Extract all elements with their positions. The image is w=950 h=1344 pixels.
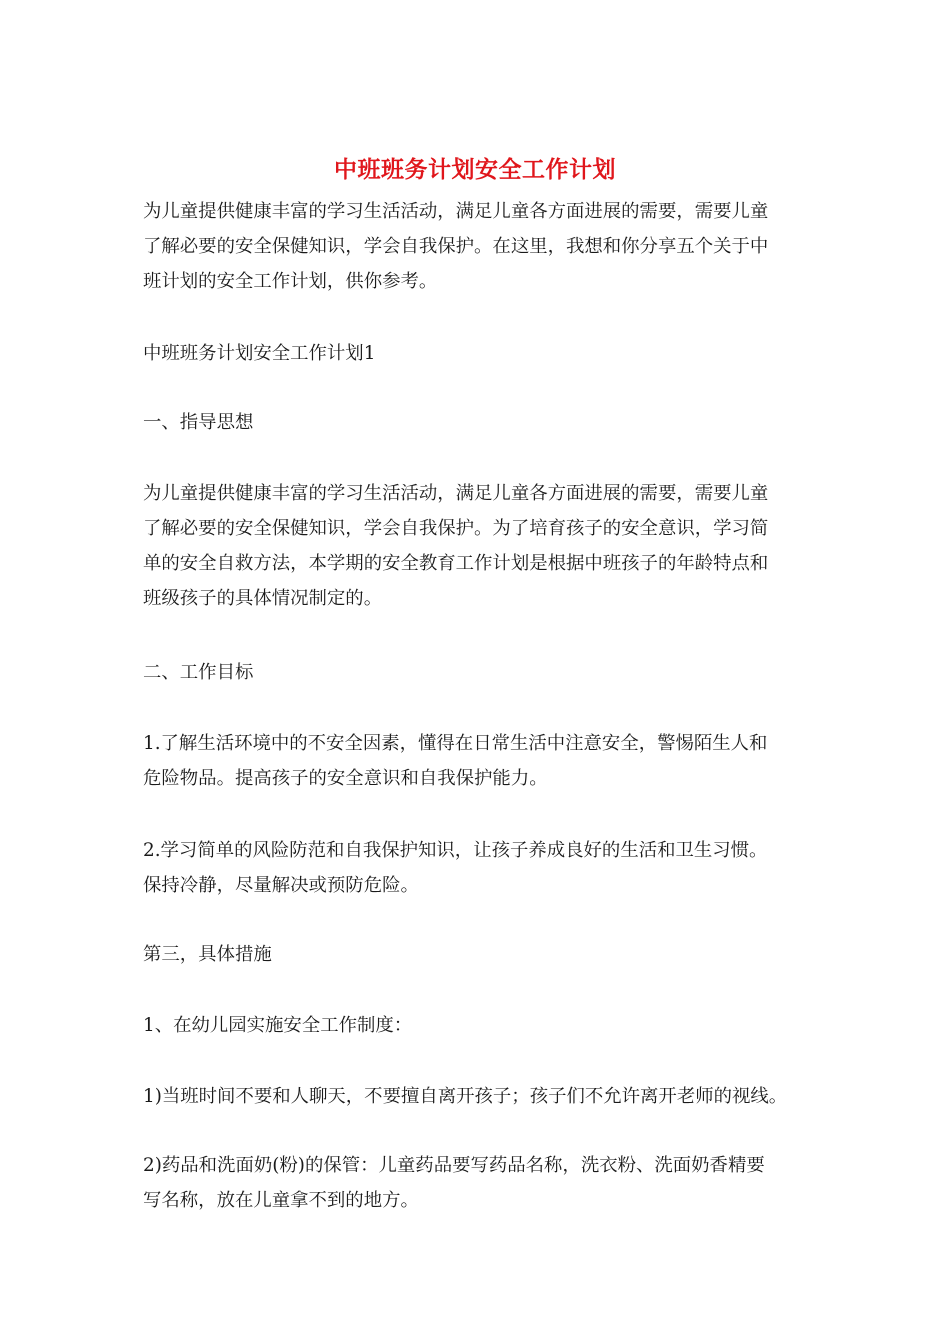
text-line: 一、指导思想 bbox=[143, 412, 254, 433]
text-line: 1、在幼儿园实施安全工作制度： bbox=[143, 1015, 413, 1036]
goal-1-paragraph bbox=[143, 726, 813, 796]
measure-1-item-1 bbox=[143, 1079, 813, 1114]
text-line: 1.了解生活环境中的不安全因素，懂得在日常生活中注意安全，警惕陌生人和 bbox=[143, 733, 768, 754]
text-line: 1)当班时间不要和人聊天，不要擅自离开孩子；孩子们不允许离开老师的视线。 bbox=[143, 1086, 788, 1107]
guiding-ideology-paragraph bbox=[143, 476, 813, 616]
text-line: 为儿童提供健康丰富的学习生活活动，满足儿童各方面进展的需要，需要儿童 bbox=[143, 201, 769, 222]
text-line: 2)药品和洗面奶(粉)的保管：儿童药品要写药品名称，洗衣粉、洗面奶香精要 bbox=[143, 1155, 765, 1176]
section-heading-plan-1 bbox=[143, 336, 813, 371]
text-line: 单的安全自救方法，本学期的安全教育工作计划是根据中班孩子的年龄特点和 bbox=[143, 553, 769, 574]
text-line: 危险物品。提高孩子的安全意识和自我保护能力。 bbox=[143, 768, 548, 789]
text-line: 了解必要的安全保健知识，学会自我保护。为了培育孩子的安全意识，学习简 bbox=[143, 518, 769, 539]
text-line: 班计划的安全工作计划，供你参考。 bbox=[143, 271, 438, 292]
text-line: 了解必要的安全保健知识，学会自我保护。在这里，我想和你分享五个关于中 bbox=[143, 236, 769, 257]
document-title: 中班班务计划安全工作计划 bbox=[334, 156, 616, 183]
text-line: 中班班务计划安全工作计划1 bbox=[143, 343, 376, 364]
measure-1-item-2 bbox=[143, 1148, 813, 1218]
section-heading-work-goals bbox=[143, 655, 813, 690]
text-line: 第三，具体措施 bbox=[143, 944, 272, 965]
section-heading-specific-measures bbox=[143, 937, 813, 972]
goal-2-paragraph bbox=[143, 833, 813, 903]
text-line: 保持冷静，尽量解决或预防危险。 bbox=[143, 875, 419, 896]
text-line: 二、工作目标 bbox=[143, 662, 254, 683]
section-heading-guiding-ideology bbox=[143, 405, 813, 440]
text-line: 为儿童提供健康丰富的学习生活活动，满足儿童各方面进展的需要，需要儿童 bbox=[143, 483, 769, 504]
text-line: 班级孩子的具体情况制定的。 bbox=[143, 588, 383, 609]
measure-1-heading bbox=[143, 1008, 813, 1043]
text-line: 写名称，放在儿童拿不到的地方。 bbox=[143, 1190, 419, 1211]
text-line: 2.学习简单的风险防范和自我保护知识，让孩子养成良好的生活和卫生习惯。 bbox=[143, 840, 768, 861]
intro-paragraph bbox=[143, 194, 813, 299]
